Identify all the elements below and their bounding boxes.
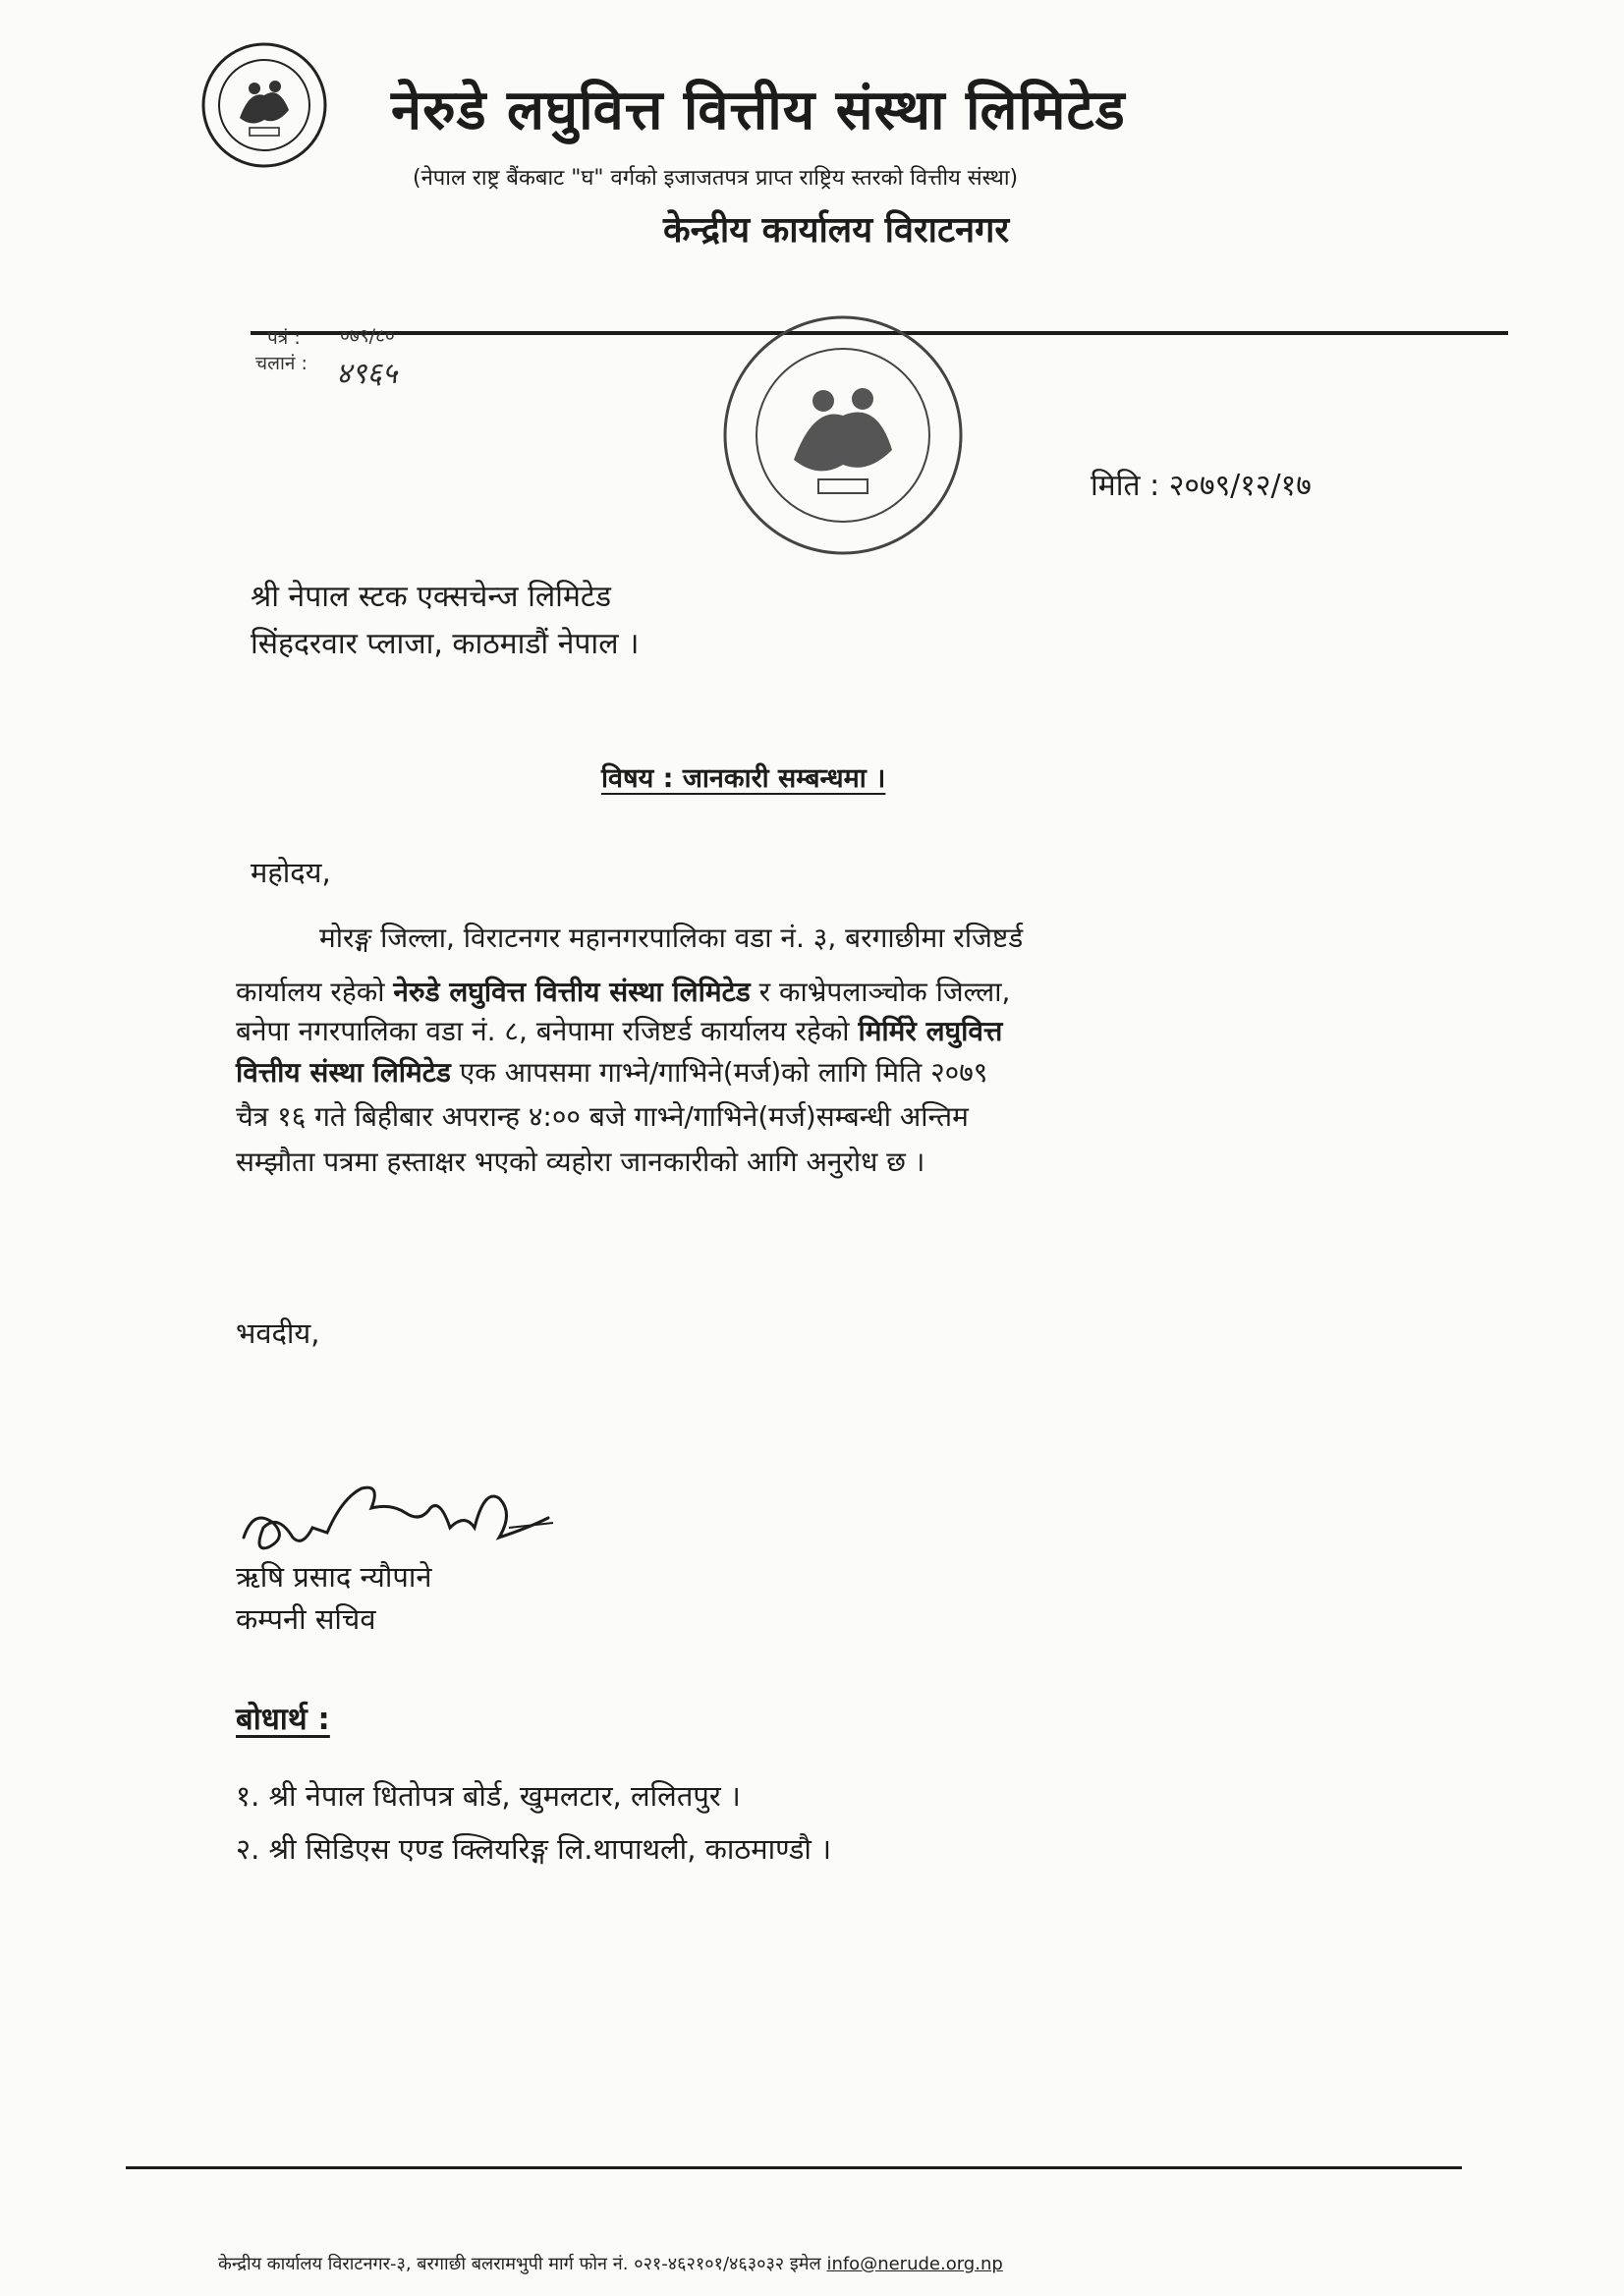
date-label: मिति : (1091, 469, 1160, 503)
patra-value: ०७९/८० (340, 325, 395, 347)
body-text: एक आपसमा गाभ्ने/गाभिने(मर्ज)को लागि मिति २०७९ (450, 1056, 988, 1089)
body-line: मोरङ्ग जिल्ला, विराटनगर महानगरपालिका वडा नं. ३, बरगाछीमा रजिष्टर्ड (319, 922, 1024, 954)
footer (218, 2252, 1003, 2275)
organization-name: नेरुडे लघुवित्त वित्तीय संस्था लिमिटेड (391, 79, 1126, 142)
signer-title: कम्पनी सचिव (236, 1602, 376, 1636)
body-line: सम्झौता पत्रमा हस्ताक्षर भएको व्यहोरा जानकारीको आगि अनुरोध छ । (236, 1146, 925, 1178)
body-bold-text: नेरुडे लघुवित्त वित्तीय संस्था लिमिटेड (393, 976, 751, 1008)
official-stamp-icon (720, 312, 966, 558)
footer-divider (126, 2166, 1462, 2169)
salutation: महोदय, (251, 856, 331, 889)
recipient-line-2: सिंहदरवार प्लाजा, काठमाडौं नेपाल । (251, 627, 640, 661)
footer-text: केन्द्रीय कार्यालय विराटनगर-३, बरगाछी बलरामभुपी मार्ग फोन नं. ०२१-४६२१०१/४६३०३२ इमेल (218, 2254, 821, 2274)
chalani-label: चलानं : (255, 353, 308, 374)
subject-line: विषय : जानकारी सम्बन्धमा । (601, 763, 886, 794)
organization-subtitle: (नेपाल राष्ट्र बैंकबाट "घ" वर्गको इजाजतपत्र प्राप्त राष्ट्रिय स्तरको वित्तीय संस्था) (413, 166, 1019, 191)
body-bold-text: वित्तीय संस्था लिमिटेड (236, 1056, 451, 1089)
closing: भवदीय, (236, 1316, 320, 1350)
body-line (236, 1053, 987, 1091)
patra-label: पत्रं : (267, 327, 301, 349)
body-text: कार्यालय रहेको (236, 976, 394, 1008)
date-value: २०७९/१२/१७ (1168, 469, 1312, 503)
recipient-line-1: श्री नेपाल स्टक एक्सचेन्ज लिमिटेड (251, 580, 612, 614)
body-bold-text: मिर्मिरे लघुवित्त (858, 1015, 1003, 1047)
office-name: केन्द्रीय कार्यालय विराटनगर (663, 210, 1010, 251)
date-line (1091, 464, 1312, 504)
cc-item: २. श्री सिडिएस एण्ड क्लियरिङ्ग लि.थापाथली, काठमाण्डौ । (236, 1832, 832, 1866)
footer-email-link[interactable]: info@nerude.org.np (826, 2254, 1003, 2274)
body-text: र काभ्रेपलाञ्चोक जिल्ला, (750, 976, 1011, 1008)
chalani-value: ४९६५ (336, 357, 398, 391)
body-line: चैत्र १६ गते बिहीबार अपरान्ह ४:०० बजे गाभ्ने/गाभिने(मर्ज)सम्बन्धी अन्तिम (236, 1100, 969, 1133)
cc-heading: बोधार्थ : (236, 1702, 330, 1737)
body-line (236, 1012, 1002, 1049)
signer-name: ऋषि प्रसाद न्यौपाने (236, 1560, 432, 1594)
body-line (236, 973, 1010, 1010)
body-text: बनेपा नगरपालिका वडा नं. ८, बनेपामा रजिष्टर्ड कार्यालय रहेको (236, 1015, 859, 1047)
cc-item: १. श्री नेपाल धितोपत्र बोर्ड, खुमलटार, ललितपुर । (236, 1779, 741, 1813)
organization-seal-icon (200, 41, 328, 169)
